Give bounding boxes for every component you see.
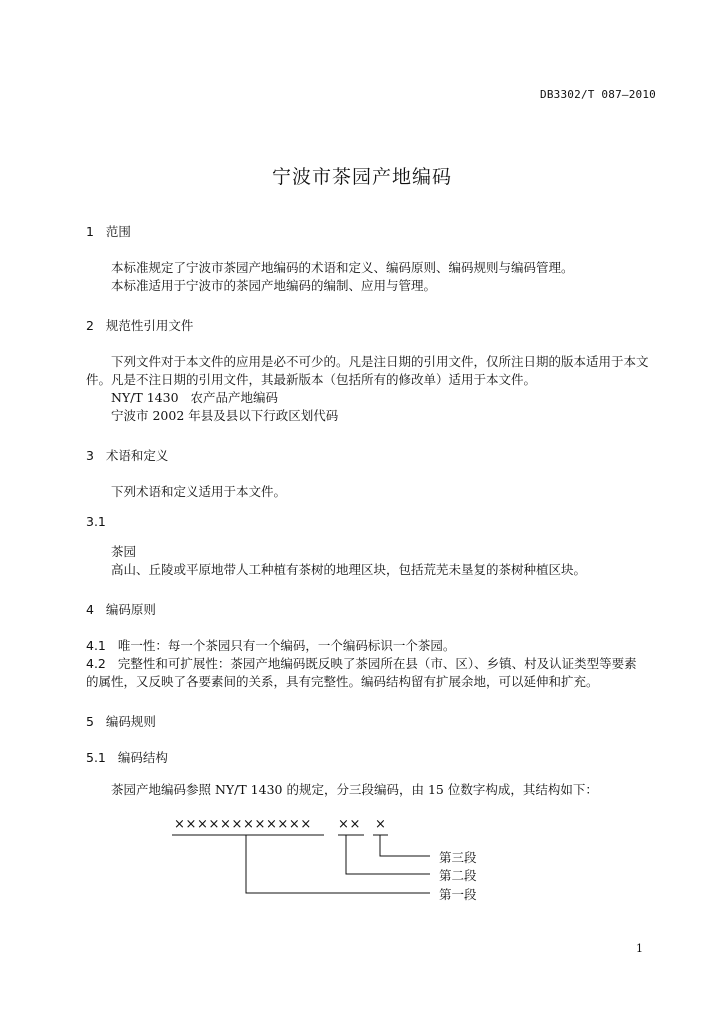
item-text: 唯一性：每一个茶园只有一个编码，一个编码标识一个茶园。 [117,638,456,653]
page-number: 1 [636,942,643,955]
code-segment-2-marks: ×× [338,817,361,832]
paragraph: 下列术语和定义适用于本文件。 [111,484,287,499]
item-number: 4.2 [86,656,106,671]
paragraph: 下列文件对于本文件的应用是必不可少的。凡是注日期的引用文件，仅所注日期的版本适用于本文 [111,354,649,369]
paragraph: 本标准规定了宁波市茶园产地编码的术语和定义、编码原则、编码规则与编码管理。 [111,260,574,275]
paragraph-continued: 的属性，又反映了各要素间的关系，具有完整性。编码结构留有扩展余地，可以延伸和扩充。 [86,674,599,689]
segment-2-label: 第二段 [439,868,477,883]
section-number: 1 [86,224,94,239]
paragraph: 本标准适用于宁波市的茶园产地编码的编制、应用与管理。 [111,278,437,293]
document-code-header: DB3302/T 087—2010 [540,88,656,101]
segment-3-leader [380,835,430,856]
code-segment-1-marks: ×××××××××××× [174,817,312,832]
subsection-number: 5.1 [86,750,106,765]
section-number: 3 [86,448,94,463]
term-definition: 高山、丘陵或平原地带人工种植有茶树的地理区块，包括荒芜未垦复的茶树种植区块。 [111,562,587,577]
segment-2-leader [346,835,430,874]
subsection-number: 3.1 [86,514,106,529]
segment-3-label: 第三段 [439,850,477,865]
document-title: 宁波市茶园产地编码 [271,166,452,188]
segment-1-leader [246,835,430,893]
section-number: 5 [86,714,94,729]
subsection-title: 编码结构 [117,750,168,765]
paragraph-continued: 件。凡是不注日期的引用文件，其最新版本（包括所有的修改单）适用于本文件。 [86,372,537,387]
section-title: 规范性引用文件 [105,318,194,333]
section-title: 术语和定义 [105,448,169,463]
section-title: 编码规则 [105,714,156,729]
section-title: 范围 [105,224,131,239]
section-title: 编码原则 [105,602,156,617]
code-segment-3-marks: × [375,817,386,832]
segment-1-label: 第一段 [439,887,477,902]
normative-reference-2: 宁波市 2002 年县及县以下行政区划代码 [111,408,339,423]
reference-title: 农产品产地编码 [190,390,278,405]
term: 茶园 [111,544,137,559]
item-text: 完整性和可扩展性：茶园产地编码既反映了茶园所在县（市、区）、乡镇、村及认证类型等要素 [117,656,637,671]
item-number: 4.1 [86,638,106,653]
section-number: 2 [86,318,94,333]
paragraph: 茶园产地编码参照 NY/T 1430 的规定，分三段编码，由 15 位数字构成，其结构如下： [111,782,598,797]
section-number: 4 [86,602,94,617]
reference-code: NY/T 1430 [111,390,179,405]
